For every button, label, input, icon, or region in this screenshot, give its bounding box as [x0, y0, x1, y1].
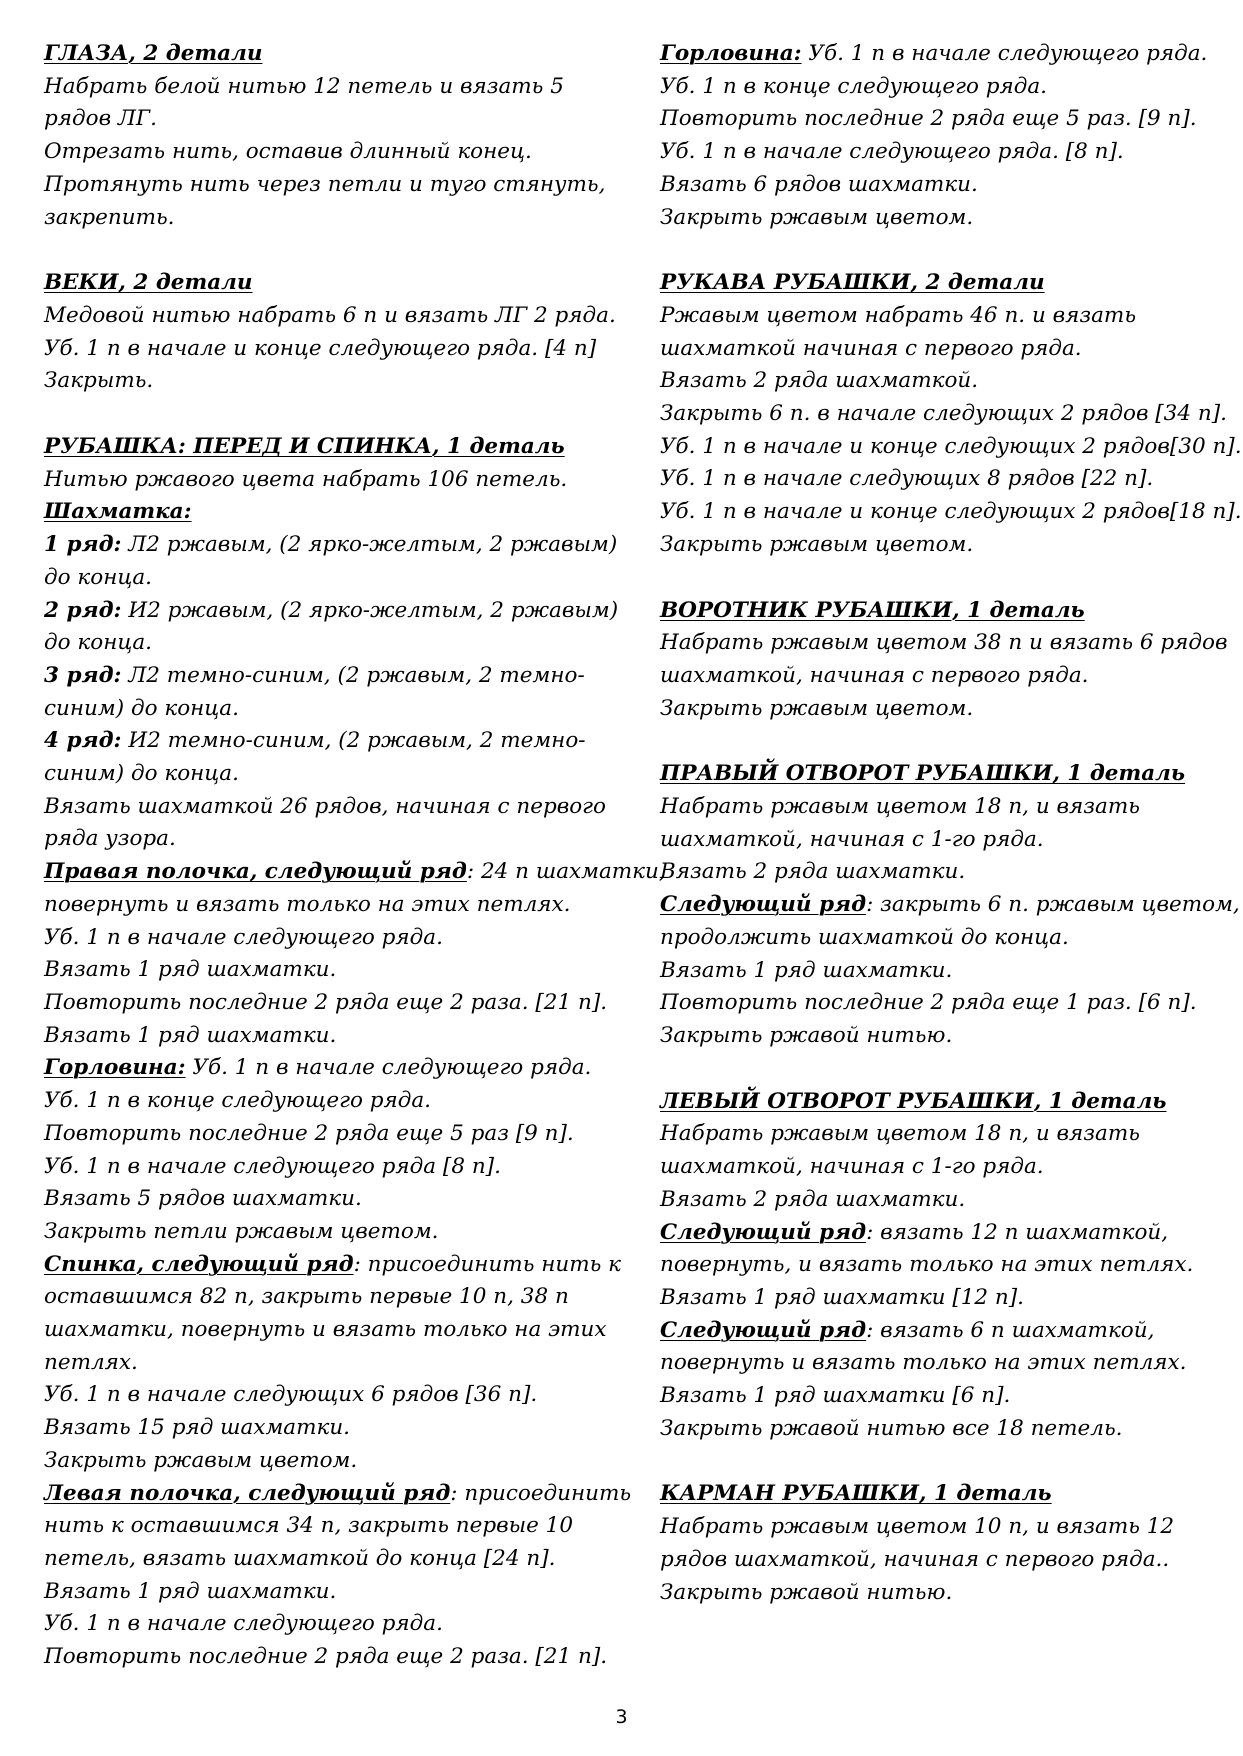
text-line: Уб. 1 п в конце следующего ряда. — [660, 73, 1048, 99]
text-line: Повторить последние 2 ряда еще 5 раз. [9 п]. — [660, 106, 1197, 132]
text-line: Вязать 2 ряда шахматки. — [660, 859, 966, 885]
section-heading: ВЕКИ, 2 детали — [44, 270, 253, 296]
text-line: Вязать 6 рядов шахматки. — [660, 171, 978, 197]
left-front-row — [44, 1478, 632, 1511]
row-label: 3 ряд: — [44, 662, 122, 688]
section-heading: РУКАВА РУБАШКИ, 2 детали — [660, 270, 1045, 296]
section-heading: РУБАШКА: ПЕРЕД И СПИНКА, 1 деталь — [44, 434, 565, 460]
checker-label: Шахматка: — [44, 499, 192, 525]
text-line: петель, вязать шахматкой до конца [24 п]. — [44, 1545, 556, 1571]
row-label: 2 ряд: — [44, 597, 122, 623]
page-number: 3 — [615, 1706, 628, 1728]
text-line: Повторить последние 2 ряда еще 2 раза. [21 п]. — [44, 989, 608, 1015]
text-line: Повторить последние 2 ряда еще 5 раз [9 п]. — [44, 1120, 574, 1146]
text-line: рядов шахматкой, начиная с первого ряда.. — [660, 1546, 1170, 1572]
text-line: Вязать 2 ряда шахматки. — [660, 1186, 966, 1212]
text-line: Вязать 2 ряда шахматкой. — [660, 368, 979, 394]
back-row — [44, 1249, 622, 1282]
section-neckline-continued — [660, 38, 1220, 234]
next-row — [660, 1315, 1220, 1348]
text-line: Набрать ржавым цветом 10 п, и вязать 12 — [660, 1514, 1175, 1540]
text-line: Вязать 1 ряд шахматки. — [660, 957, 953, 983]
text-line: Набрать ржавым цветом 18 п, и вязать — [660, 794, 1140, 820]
inline-label: Следующий ряд — [660, 892, 867, 918]
text-line: продолжить шахматкой до конца. — [660, 924, 1069, 950]
section-right-lapel — [660, 758, 1240, 1052]
text-line: Вязать 1 ряд шахматки [12 п]. — [660, 1284, 1024, 1310]
inline-label: Следующий ряд — [660, 1219, 867, 1245]
text-line: Набрать ржавым цветом 38 п и вязать 6 рядов — [660, 630, 1228, 656]
text-line: до конца. — [44, 564, 153, 590]
text-line: Закрыть ржавой нитью. — [660, 1022, 953, 1048]
inline-text: : присоединить — [450, 1480, 632, 1506]
pattern-row-4 — [44, 725, 604, 758]
inline-text: : 24 п шахматки, — [466, 859, 666, 885]
text-line: ряда узора. — [44, 826, 176, 852]
text-line: Закрыть ржавой нитью все 18 петель. — [660, 1415, 1123, 1441]
inline-text: : вязать 6 п шахматкой, — [866, 1317, 1155, 1343]
text-line: повернуть и вязать только на этих петлях. — [660, 1350, 1187, 1376]
inline-label: Горловина: — [44, 1055, 186, 1081]
section-heading: ВОРОТНИК РУБАШКИ, 1 деталь — [660, 597, 1085, 623]
pattern-row-3 — [44, 660, 604, 693]
inline-text: : закрыть 6 п. ржавым цветом, — [866, 892, 1240, 918]
text-line: Протянуть нить через петли и туго стянуть, — [44, 171, 606, 197]
row-text: Л2 темно-синим, (2 ржавым, 2 темно- — [121, 662, 585, 688]
section-heading: ГЛАЗА, 2 детали — [44, 41, 263, 66]
text-line: Вязать 5 рядов шахматки. — [44, 1186, 362, 1212]
text-line: синим) до конца. — [44, 761, 239, 787]
text-line: Отрезать нить, оставив длинный конец. — [44, 139, 532, 165]
text-line: рядов ЛГ. — [44, 106, 157, 132]
section-sleeves — [660, 267, 1242, 561]
text-line: Нитью ржавого цвета набрать 106 петель. — [44, 466, 568, 492]
text-line: Закрыть ржавой нитью. — [660, 1579, 953, 1605]
text-line: Повторить последние 2 ряда еще 1 раз. [6 п]. — [660, 990, 1197, 1016]
neckline-row — [44, 1052, 604, 1085]
section-shirt — [44, 431, 666, 1674]
section-eyes — [44, 38, 604, 234]
inline-label: Спинка, следующий ряд — [44, 1251, 354, 1277]
row-text: Л2 ржавым, (2 ярко-желтым, 2 ржавым) — [121, 532, 618, 558]
text-line: оставшимся 82 п, закрыть первые 10 п, 38 п — [44, 1284, 569, 1310]
row-label: 1 ряд: — [44, 532, 122, 558]
pattern-row-2 — [44, 595, 619, 628]
text-line: Уб. 1 п в начале следующего ряда. [8 п]. — [660, 139, 1124, 165]
inline-label: Правая полочка, следующий ряд — [44, 859, 467, 885]
text-line: шахматки, повернуть и вязать только на этих — [44, 1317, 607, 1343]
section-left-lapel — [660, 1086, 1220, 1446]
inline-label: Левая полочка, следующий ряд — [44, 1480, 451, 1506]
inline-text: Уб. 1 п в начале следующего ряда. — [185, 1055, 592, 1081]
inline-label: Следующий ряд — [660, 1317, 867, 1343]
text-line: шахматкой начиная с первого ряда. — [660, 335, 1082, 361]
text-line: Вязать 1 ряд шахматки. — [44, 957, 337, 983]
right-front-row — [44, 856, 666, 889]
text-line: Закрыть 6 п. в начале следующих 2 рядов [34 п]. — [660, 401, 1227, 427]
section-eyelids — [44, 267, 616, 398]
inline-text: Уб. 1 п в начале следующего ряда. — [801, 41, 1208, 66]
text-line: синим) до конца. — [44, 695, 239, 721]
left-column — [44, 38, 666, 1707]
neckline-row — [660, 38, 1220, 71]
text-line: Вязать шахматкой 26 рядов, начиная с первого — [44, 793, 606, 819]
text-line: Повторить последние 2 ряда еще 2 раза. [21 п]. — [44, 1644, 608, 1670]
section-heading: ПРАВЫЙ ОТВОРОТ РУБАШКИ, 1 деталь — [660, 761, 1186, 787]
text-line: Уб. 1 п в начале следующих 8 рядов [22 п]. — [660, 466, 1154, 492]
text-line: закрепить. — [44, 204, 175, 230]
text-line: Уб. 1 п в начале и конце следующего ряда. [4 п] — [44, 335, 597, 361]
text-line: Вязать 1 ряд шахматки [6 п]. — [660, 1383, 1011, 1409]
next-row — [660, 889, 1240, 922]
section-pocket — [660, 1478, 1220, 1609]
text-line: Закрыть ржавым цветом. — [660, 204, 974, 230]
text-line: петлях. — [44, 1349, 138, 1375]
text-line: Вязать 1 ряд шахматки. — [44, 1578, 337, 1604]
text-line: шахматкой, начиная с 1-го ряда. — [660, 1154, 1044, 1180]
text-line: Набрать белой нитью 12 петель и вязать 5 — [44, 73, 564, 99]
text-line: Уб. 1 п в начале и конце следующих 2 рядов[30 п]. — [660, 433, 1242, 459]
text-line: Уб. 1 п в начале следующего ряда. — [44, 924, 443, 950]
row-text: И2 темно-синим, (2 ржавым, 2 темно- — [121, 728, 586, 754]
text-line: до конца. — [44, 630, 153, 656]
section-heading: ЛЕВЫЙ ОТВОРОТ РУБАШКИ, 1 деталь — [660, 1088, 1167, 1114]
row-text: И2 ржавым, (2 ярко-желтым, 2 ржавым) — [121, 597, 619, 623]
text-line: Уб. 1 п в начале и конце следующих 2 рядов[18 п]. — [660, 499, 1242, 525]
inline-text: : вязать 12 п шахматкой, — [866, 1219, 1169, 1245]
text-line: Медовой нитью набрать 6 п и вязать ЛГ 2 ряда. — [44, 302, 616, 328]
text-line: Закрыть. — [44, 368, 154, 394]
text-line: Уб. 1 п в начале следующих 6 рядов [36 п]. — [44, 1382, 538, 1408]
text-line: шахматкой, начиная с первого ряда. — [660, 662, 1089, 688]
inline-label: Горловина: — [660, 41, 802, 66]
text-line: Уб. 1 п в конце следующего ряда. — [44, 1088, 432, 1114]
text-line: повернуть и вязать только на этих петлях. — [44, 891, 571, 917]
section-collar — [660, 595, 1228, 726]
text-line: Уб. 1 п в начале следующего ряда [8 п]. — [44, 1153, 501, 1179]
text-line: Ржавым цветом набрать 46 п. и вязать — [660, 302, 1137, 328]
text-line: Вязать 15 ряд шахматки. — [44, 1415, 351, 1441]
text-line: Вязать 1 ряд шахматки. — [44, 1022, 337, 1048]
text-line: Уб. 1 п в начале следующего ряда. — [44, 1611, 443, 1637]
text-line: Закрыть ржавым цветом. — [660, 695, 974, 721]
text-line: Закрыть ржавым цветом. — [660, 531, 974, 557]
inline-text: : присоединить нить к — [353, 1251, 622, 1277]
next-row — [660, 1217, 1220, 1250]
text-line: Набрать ржавым цветом 18 п, и вязать — [660, 1121, 1140, 1147]
row-label: 4 ряд: — [44, 728, 122, 754]
right-column — [660, 38, 1242, 1642]
pattern-row-1 — [44, 529, 618, 562]
section-heading: КАРМАН РУБАШКИ, 1 деталь — [660, 1481, 1052, 1507]
text-line: Закрыть петли ржавым цветом. — [44, 1218, 439, 1244]
text-line: шахматкой, начиная с 1-го ряда. — [660, 826, 1044, 852]
text-line: нить к оставшимся 34 п, закрыть первые 10 — [44, 1513, 574, 1539]
text-line: Закрыть ржавым цветом. — [44, 1447, 358, 1473]
text-line: повернуть, и вязать только на этих петлях. — [660, 1252, 1194, 1278]
